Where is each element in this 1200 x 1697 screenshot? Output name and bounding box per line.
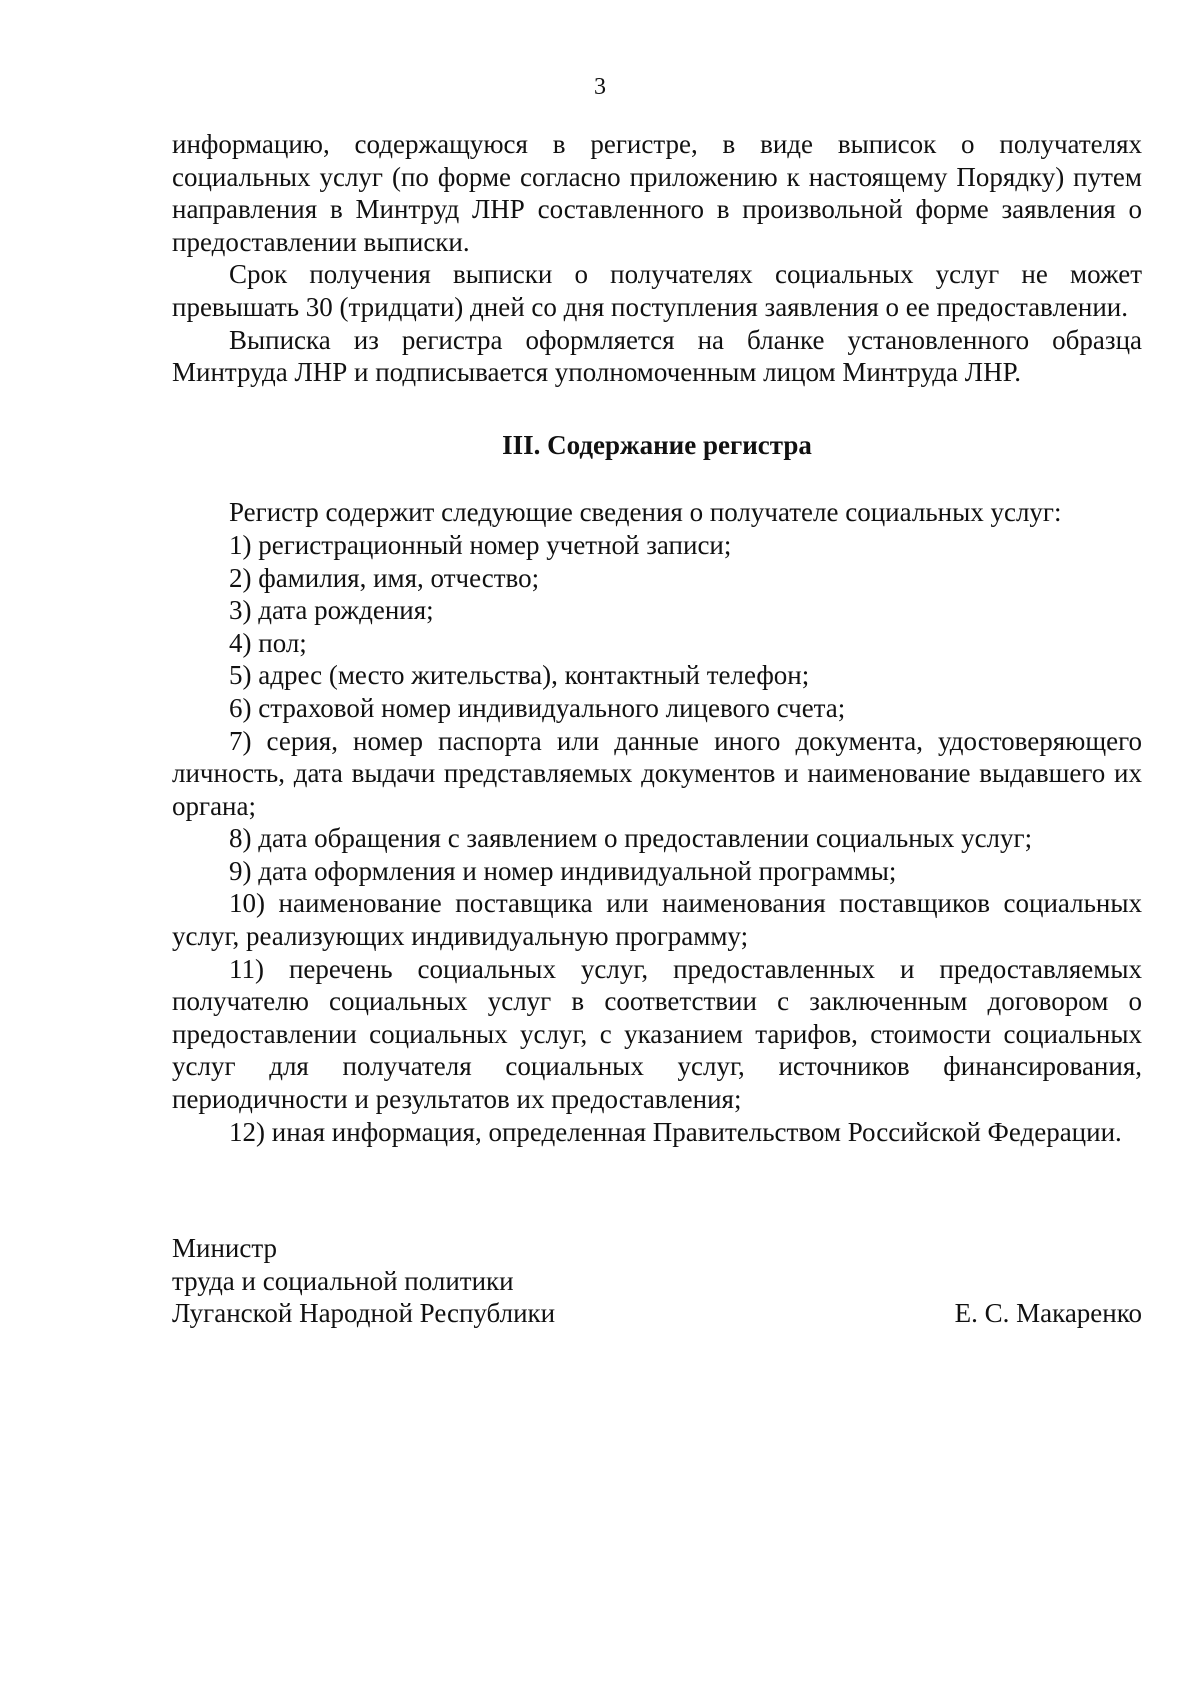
- signature-final-line: [172, 1297, 1142, 1330]
- signature-position-line-3: Луганской Народной Республики: [172, 1298, 556, 1329]
- list-item-2: 2) фамилия, имя, отчество;: [229, 562, 540, 593]
- document-body: [172, 128, 1142, 1148]
- list-item-6: 6) страховой номер индивидуального лицевого счета;: [229, 692, 846, 723]
- list-item-8: 8) дата обращения с заявлением о предоставлении социальных услуг;: [229, 823, 1033, 854]
- signatory-name: Е. С. Макаренко: [954, 1298, 1142, 1329]
- signature-block: [172, 1232, 1142, 1330]
- signature-position-line-2: труда и социальной политики: [172, 1265, 514, 1296]
- list-item-5: 5) адрес (место жительства), контактный телефон;: [229, 660, 810, 691]
- section-lead: Регистр содержит следующие сведения о получателе социальных услуг:: [229, 497, 1062, 528]
- list-item-12: 12) иная информация, определенная Правительством Российской Федерации.: [229, 1116, 1122, 1147]
- section-title: III. Содержание регистра: [502, 429, 812, 460]
- list-item-10: 10) наименование поставщика или наименования поставщиков социальных услуг, реализующих индивидуальную программу;: [172, 888, 1142, 952]
- list-item-1: 1) регистрационный номер учетной записи;: [229, 529, 732, 560]
- list-item-7: 7) серия, номер паспорта или данные иного документа, удостоверяющего личность, дата выдачи представляемых документов и наименование выдавшего их органа;: [172, 725, 1142, 821]
- list-item-9: 9) дата оформления и номер индивидуальной программы;: [229, 855, 897, 886]
- signature-position-line-1: Министр: [172, 1233, 277, 1263]
- paragraph-extract-deadline: Срок получения выписки о получателях социальных услуг не может превышать 30 (тридцати) дней со дня поступления заявления о ее предоставлении.: [172, 259, 1142, 322]
- page-number: 3: [594, 74, 606, 100]
- list-item-4: 4) пол;: [229, 627, 307, 658]
- paragraph-extract-form: Выписка из регистра оформляется на бланке установленного образца Минтруда ЛНР и подписывается уполномоченным лицом Минтруда ЛНР.: [172, 324, 1142, 388]
- paragraph-extract-request: информацию, содержащуюся в регистре, в виде выписок о получателях социальных услуг (по форме согласно приложению к настоящему Порядку) путем направления в Минтруд ЛНР составленного в произвольной форме заявления о предоставлении выписки.: [172, 129, 1142, 257]
- list-item-11: 11) перечень социальных услуг, предоставленных и предоставляемых получателю социальных услуг в соответствии с заключенным договором о предоставлении социальных услуг, с указанием тарифов, стоимости социальных услуг для получателя социальных услуг, источников финансирования, периодичности и результатов их предоставления;: [172, 953, 1142, 1115]
- list-item-3: 3) дата рождения;: [229, 595, 434, 626]
